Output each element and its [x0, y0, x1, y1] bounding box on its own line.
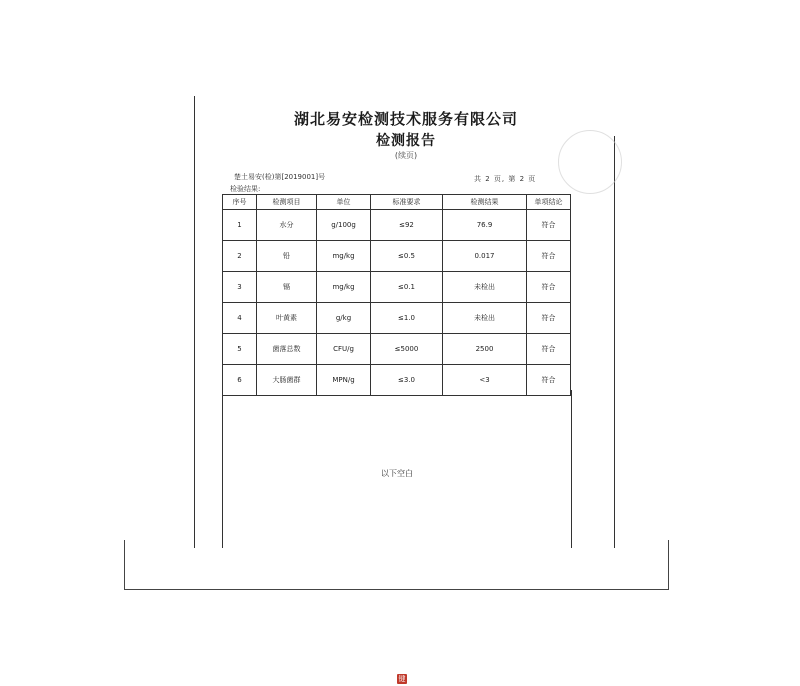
table-cell: CFU/g: [317, 334, 371, 365]
header-cell: 单位: [317, 195, 371, 210]
table-cell: 符合: [527, 303, 571, 334]
end-note: 以下空白: [381, 469, 413, 478]
table-cell: MPN/g: [317, 365, 371, 396]
table-cell: 6: [223, 365, 257, 396]
table-cell: g/kg: [317, 303, 371, 334]
table-cell: 菌落总数: [257, 334, 317, 365]
header-cell: 检测结果: [443, 195, 527, 210]
results-table: [222, 194, 571, 396]
page-right-edge: [614, 136, 615, 548]
table-cell: 符合: [527, 334, 571, 365]
frame-bottom-line: [124, 589, 669, 590]
table-cell: 5: [223, 334, 257, 365]
table-cell: 4: [223, 303, 257, 334]
frame-left-line: [124, 540, 125, 590]
table-cell: 3: [223, 272, 257, 303]
table-row: [223, 303, 571, 334]
table-cell: ≤5000: [371, 334, 443, 365]
table-row: [223, 210, 571, 241]
blank-area: [222, 390, 572, 548]
header-cell: 序号: [223, 195, 257, 210]
table-cell: 大肠菌群: [257, 365, 317, 396]
table-cell: 未检出: [443, 303, 527, 334]
results-label: 检验结果:: [230, 185, 261, 193]
table-cell: ≤92: [371, 210, 443, 241]
report-subtitle: (续页): [394, 151, 418, 160]
table-cell: 符合: [527, 272, 571, 303]
report-page: [196, 96, 616, 548]
page-left-edge: [194, 96, 195, 548]
table-cell: 2500: [443, 334, 527, 365]
table-cell: 镉: [257, 272, 317, 303]
table-cell: 符合: [527, 210, 571, 241]
header-cell: 标准要求: [371, 195, 443, 210]
table-cell: 0.017: [443, 241, 527, 272]
table-cell: g/100g: [317, 210, 371, 241]
report-number: 楚土易安(检)第[2019001]号: [234, 173, 326, 181]
table-cell: 符合: [527, 241, 571, 272]
table-cell: 1: [223, 210, 257, 241]
footer-badge: 键: [398, 675, 406, 683]
table-cell: 叶黄素: [257, 303, 317, 334]
table-cell: mg/kg: [317, 241, 371, 272]
table-cell: 76.9: [443, 210, 527, 241]
table-cell: ≤0.5: [371, 241, 443, 272]
table-cell: 铅: [257, 241, 317, 272]
table-cell: 水分: [257, 210, 317, 241]
table-cell: ≤1.0: [371, 303, 443, 334]
report-title: 检测报告: [376, 133, 436, 149]
table-cell: ≤3.0: [371, 365, 443, 396]
table-cell: mg/kg: [317, 272, 371, 303]
table-row: [223, 334, 571, 365]
header-cell: 单项结论: [527, 195, 571, 210]
table-cell: 符合: [527, 365, 571, 396]
table-header-row: [223, 195, 571, 210]
table-cell: <3: [443, 365, 527, 396]
table-cell: ≤0.1: [371, 272, 443, 303]
org-name: 湖北易安检测技术服务有限公司: [293, 110, 518, 128]
header-cell: 检测项目: [257, 195, 317, 210]
table-row: [223, 241, 571, 272]
page-number: 共 2 页, 第 2 页: [474, 175, 537, 183]
table-row: [223, 272, 571, 303]
frame-right-line: [668, 540, 669, 590]
table-cell: 2: [223, 241, 257, 272]
table-cell: 未检出: [443, 272, 527, 303]
